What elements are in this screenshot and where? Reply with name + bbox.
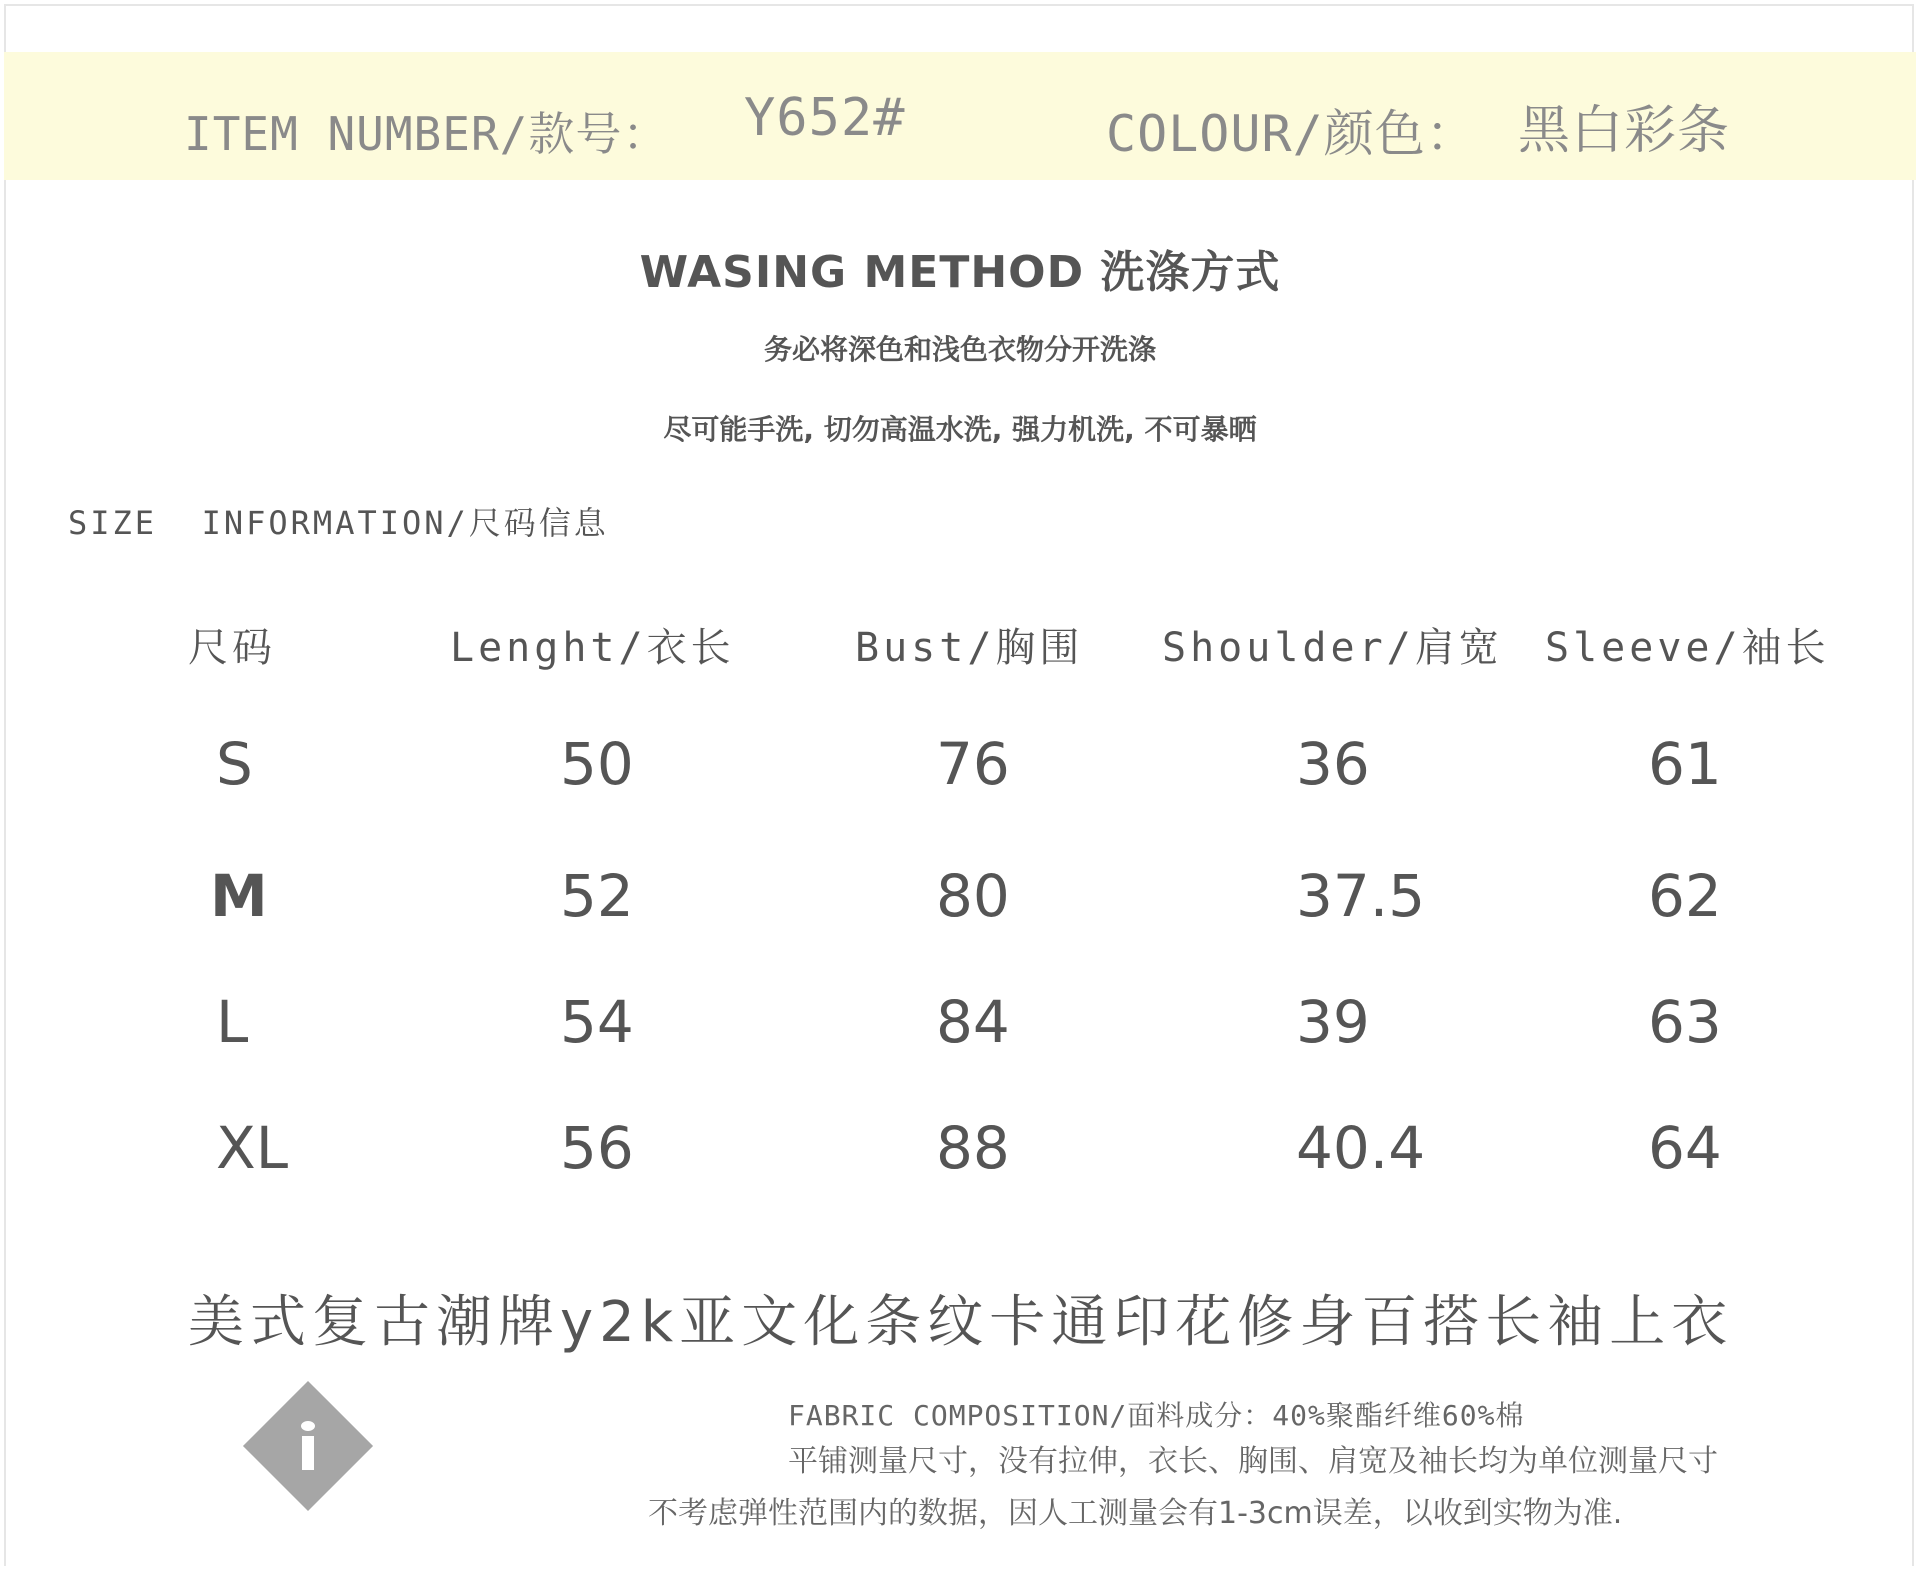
column-header-sleeve: Sleeve/袖长: [1545, 625, 1830, 671]
table-cell-length: 52: [560, 862, 634, 930]
table-cell-sleeve: 63: [1648, 988, 1722, 1056]
measurement-note-2: 不考虑弹性范围内的数据，因人工测量会有1-3cm误差，以收到实物为准.: [648, 1496, 1623, 1531]
table-cell-sleeve: 62: [1648, 862, 1722, 930]
table-cell-shoulder: 40.4: [1296, 1114, 1426, 1182]
table-cell-length: 54: [560, 988, 634, 1056]
colour-value: 黑白彩条: [1518, 101, 1731, 161]
table-cell-bust: 76: [936, 730, 1010, 798]
colour-label: COLOUR/颜色：: [1106, 105, 1477, 163]
item-number-value: Y652#: [744, 88, 906, 148]
column-header-size: 尺码: [188, 625, 276, 671]
product-title: 美式复古潮牌y2k亚文化条纹卡通印花修身百搭长袖上衣: [188, 1290, 1734, 1355]
measurement-note-1: 平铺测量尺寸，没有拉伸，衣长、胸围、肩宽及袖长均为单位测量尺寸: [788, 1444, 1718, 1479]
washing-method-title: WASING METHOD 洗涤方式: [639, 247, 1281, 298]
info-icon-glyph: [288, 1416, 328, 1476]
table-cell-bust: 84: [936, 988, 1010, 1056]
table-cell-sleeve: 64: [1648, 1114, 1722, 1182]
table-cell-bust: 88: [936, 1114, 1010, 1182]
table-cell-size: L: [216, 988, 249, 1056]
table-cell-length: 56: [560, 1114, 634, 1182]
fabric-composition: FABRIC COMPOSITION/面料成分：40%聚酯纤维60%棉: [788, 1399, 1525, 1432]
table-cell-shoulder: 37.5: [1296, 862, 1426, 930]
table-cell-shoulder: 39: [1296, 988, 1370, 1056]
column-header-shoulder: Shoulder/肩宽: [1162, 625, 1503, 671]
table-cell-shoulder: 36: [1296, 730, 1370, 798]
table-cell-bust: 80: [936, 862, 1010, 930]
item-number-label: ITEM NUMBER/款号：: [184, 107, 670, 161]
table-cell-length: 50: [560, 730, 634, 798]
table-cell-size: XL: [216, 1114, 289, 1182]
info-icon: [262, 1400, 354, 1492]
column-header-bust: Bust/胸围: [855, 625, 1084, 671]
column-header-length: Lenght/衣长: [450, 625, 735, 671]
washing-instruction-2: 尽可能手洗, 切勿高温水洗, 强力机洗, 不可暴晒: [663, 413, 1257, 446]
table-cell-size: S: [216, 730, 253, 798]
table-cell-sleeve: 61: [1648, 730, 1722, 798]
table-cell-size: M: [210, 862, 268, 930]
washing-instruction-1: 务必将深色和浅色衣物分开洗涤: [763, 333, 1156, 366]
size-information-title: SIZE INFORMATION/尺码信息: [68, 504, 609, 542]
